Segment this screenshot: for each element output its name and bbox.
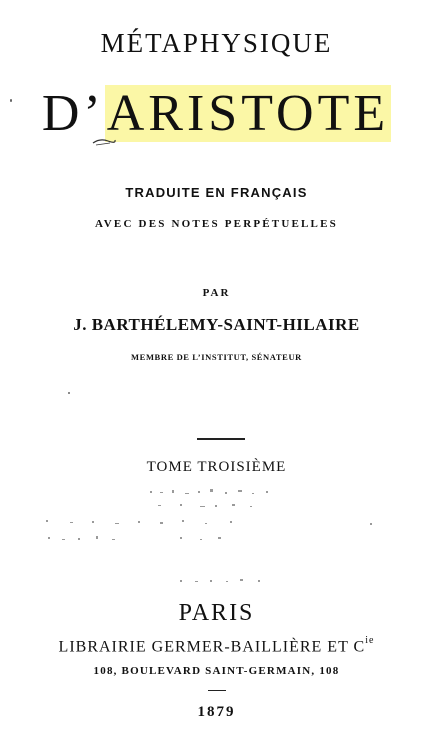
publisher-sup: ie bbox=[365, 635, 375, 646]
faded-stamp bbox=[40, 485, 380, 585]
title-line-1: MÉTAPHYSIQUE bbox=[100, 28, 333, 58]
volume-label: TOME TROISIÈME bbox=[146, 459, 287, 475]
imprint-city: PARIS bbox=[178, 600, 255, 626]
title-line-2 bbox=[0, 84, 433, 144]
publication-year: 1879 bbox=[197, 704, 236, 720]
by-label: PAR bbox=[202, 287, 231, 299]
subtitle-notes: AVEC DES NOTES PERPÉTUELLES bbox=[95, 218, 338, 230]
publisher-name bbox=[0, 637, 433, 656]
margin-speck bbox=[10, 99, 12, 102]
title-prefix: D’ bbox=[41, 85, 105, 142]
author-membership: MEMBRE DE L’INSTITUT, SÉNATEUR bbox=[131, 352, 302, 362]
page-speck bbox=[68, 392, 70, 394]
pen-mark-icon bbox=[92, 137, 116, 147]
highlighted-title-word[interactable]: ARISTOTE bbox=[106, 85, 390, 142]
divider-rule bbox=[197, 438, 245, 440]
author-name: J. BARTHÉLEMY-SAINT-HILAIRE bbox=[73, 315, 360, 334]
subtitle-translation: TRADUITE EN FRANÇAIS bbox=[125, 185, 308, 200]
publisher-main: LIBRAIRIE GERMER-BAILLIÈRE ET C bbox=[58, 638, 366, 656]
publisher-address: 108, BOULEVARD SAINT-GERMAIN, 108 bbox=[93, 665, 340, 677]
short-rule bbox=[208, 690, 226, 691]
